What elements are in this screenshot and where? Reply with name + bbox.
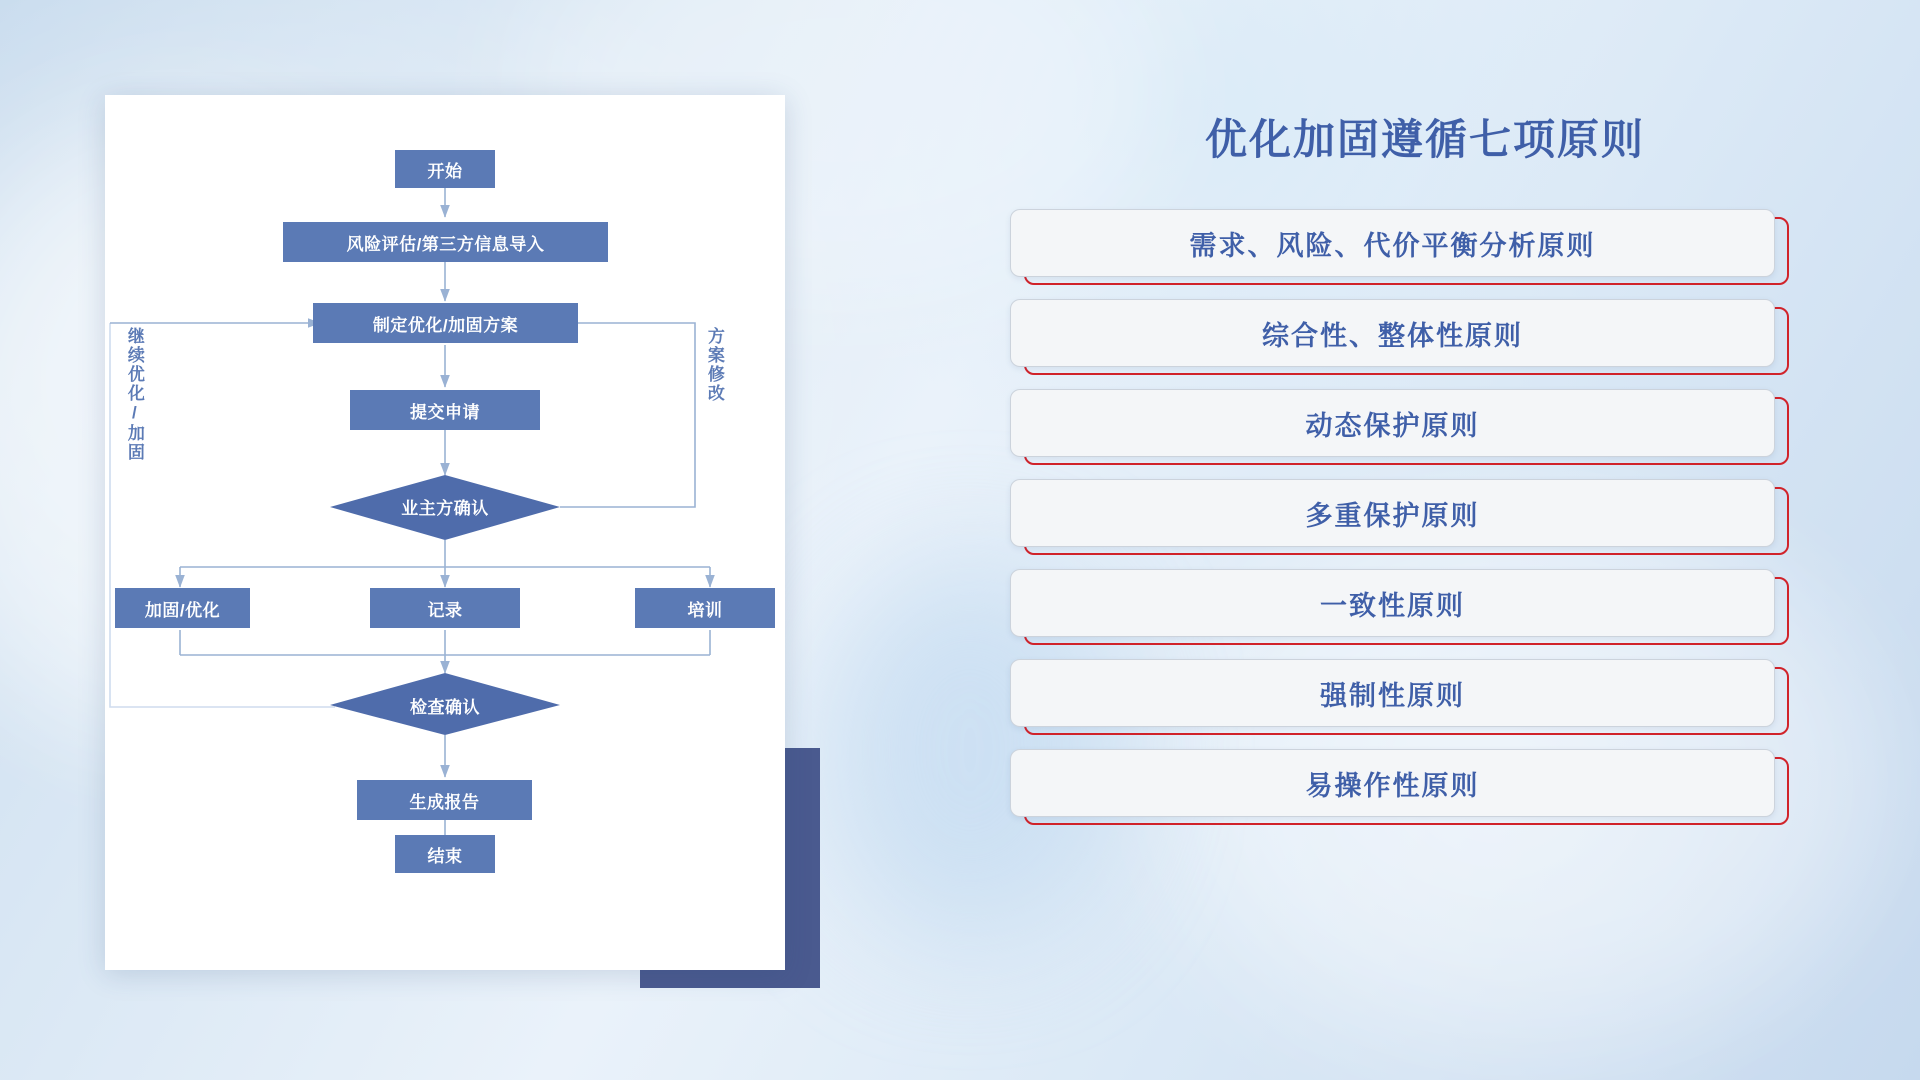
flow-node-training[interactable] bbox=[635, 588, 775, 628]
principle-item[interactable] bbox=[1010, 479, 1840, 556]
flow-node-end-label: 结束 bbox=[427, 846, 463, 866]
principle-label[interactable]: 一致性原则 bbox=[1010, 569, 1775, 637]
principle-item[interactable] bbox=[1010, 389, 1840, 466]
flow-node-report-label: 生成报告 bbox=[409, 792, 480, 812]
flow-node-record-label: 记录 bbox=[427, 600, 463, 620]
flow-node-plan-label: 制定优化/加固方案 bbox=[372, 315, 519, 335]
flow-node-owner-confirm[interactable] bbox=[330, 488, 560, 524]
principles-title: 优化加固遵循七项原则 bbox=[1204, 116, 1645, 163]
principle-label[interactable]: 综合性、整体性原则 bbox=[1010, 299, 1775, 367]
principle-item[interactable] bbox=[1010, 299, 1840, 376]
flow-node-reinforce[interactable] bbox=[115, 588, 250, 628]
flow-node-submit-label: 提交申请 bbox=[410, 402, 480, 422]
principle-label[interactable]: 需求、风险、代价平衡分析原则 bbox=[1010, 209, 1775, 277]
flow-node-report[interactable] bbox=[357, 780, 532, 820]
principle-label[interactable]: 易操作性原则 bbox=[1010, 749, 1775, 817]
flow-node-record[interactable] bbox=[370, 588, 520, 628]
flowchart-card bbox=[105, 95, 785, 970]
flow-edge-label-plan-revision: 方案修改 bbox=[704, 327, 724, 403]
flow-node-risk-assessment[interactable] bbox=[283, 222, 608, 262]
principle-item[interactable] bbox=[1010, 569, 1840, 646]
flow-node-end[interactable] bbox=[395, 835, 495, 873]
principles-list bbox=[1010, 209, 1840, 826]
principles-pane bbox=[1010, 95, 1840, 1005]
flow-node-start[interactable] bbox=[395, 150, 495, 188]
flow-node-start-label: 开始 bbox=[427, 161, 463, 181]
flow-node-plan[interactable] bbox=[313, 303, 578, 343]
flow-node-reinforce-label: 加固/优化 bbox=[144, 600, 221, 620]
flow-node-risk-assessment-label: 风险评估/第三方信息导入 bbox=[346, 234, 545, 254]
principle-item[interactable] bbox=[1010, 659, 1840, 736]
flow-node-owner-confirm-label: 业主方确认 bbox=[401, 498, 489, 518]
principle-item[interactable] bbox=[1010, 209, 1840, 286]
flow-node-check-confirm-label: 检查确认 bbox=[410, 697, 480, 717]
flow-node-check-confirm[interactable] bbox=[330, 687, 560, 723]
principle-label[interactable]: 动态保护原则 bbox=[1010, 389, 1775, 457]
flow-node-training-label: 培训 bbox=[687, 600, 723, 620]
flow-node-submit[interactable] bbox=[350, 390, 540, 430]
principle-label[interactable]: 强制性原则 bbox=[1010, 659, 1775, 727]
principle-item[interactable] bbox=[1010, 749, 1840, 826]
flow-edge-label-continue-optimize: 继续优化/加固 bbox=[124, 327, 144, 462]
principle-label[interactable]: 多重保护原则 bbox=[1010, 479, 1775, 547]
